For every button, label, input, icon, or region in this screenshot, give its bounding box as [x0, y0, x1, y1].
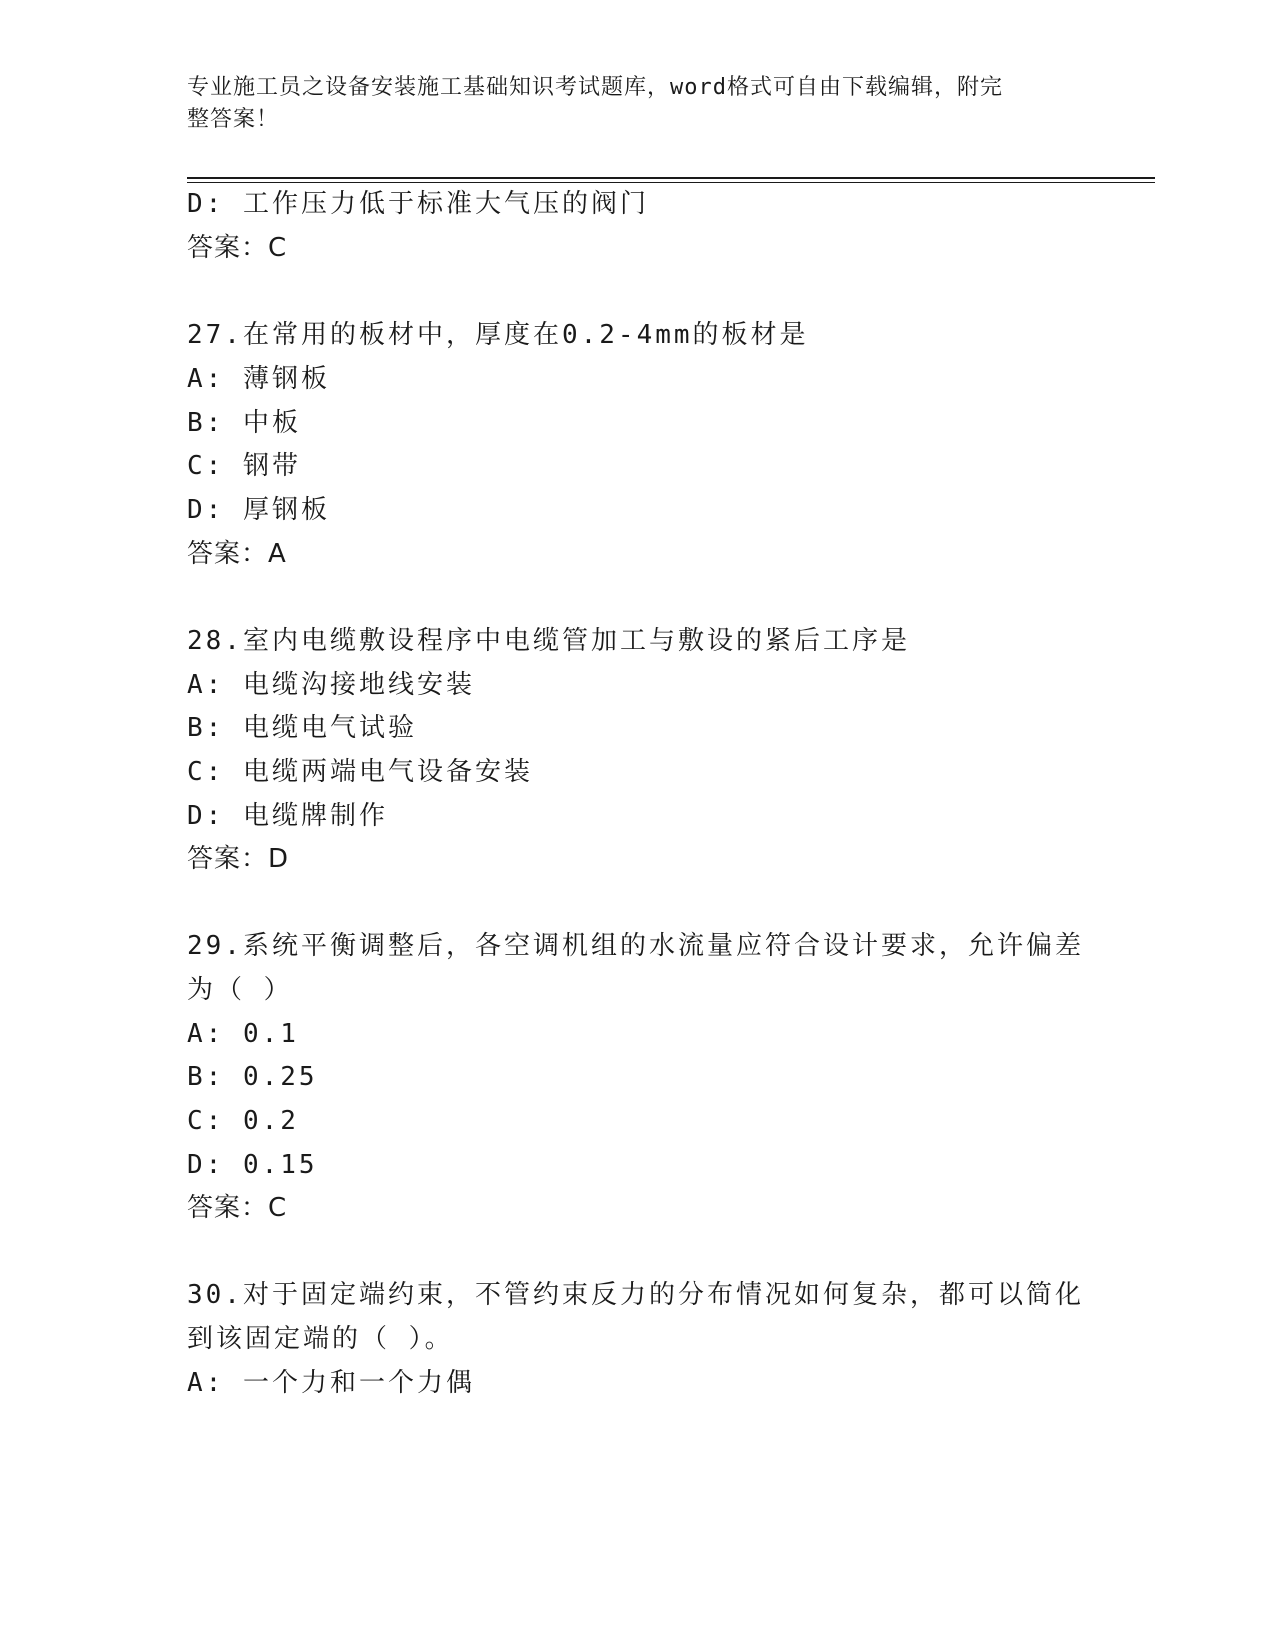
question-27-answer: 答案：A: [187, 539, 287, 569]
question-29-stem-line-1: 29.系统平衡调整后，各空调机组的水流量应符合设计要求，允许偏差: [187, 931, 1084, 961]
question-28-option-a: A: 电缆沟接地线安装: [187, 670, 475, 700]
question-29-option-b: B: 0.25: [187, 1062, 318, 1092]
prev-answer: 答案：C: [187, 233, 288, 263]
question-30-stem-line-2: 到该固定端的（ ）。: [187, 1324, 454, 1354]
prev-option-d: D: 工作压力低于标准大气压的阀门: [187, 189, 649, 219]
question-29-option-d: D: 0.15: [187, 1150, 318, 1180]
question-28-answer: 答案：D: [187, 844, 290, 874]
question-29-stem-line-2: 为（ ）: [187, 975, 293, 1005]
document-header: [187, 72, 1067, 136]
question-28-option-d: D: 电缆牌制作: [187, 801, 388, 831]
question-30-option-a: A: 一个力和一个力偶: [187, 1368, 475, 1398]
question-28-stem: 28.室内电缆敷设程序中电缆管加工与敷设的紧后工序是: [187, 626, 910, 656]
question-27-stem: 27.在常用的板材中，厚度在0.2-4mm的板材是: [187, 320, 809, 350]
question-28-option-c: C: 电缆两端电气设备安装: [187, 757, 533, 787]
question-29-option-c: C: 0.2: [187, 1106, 299, 1136]
question-28-option-b: B: 电缆电气试验: [187, 713, 417, 743]
header-line-2: 整答案！: [187, 107, 280, 132]
header-line-1: 专业施工员之设备安装施工基础知识考试题库，word格式可自由下载编辑，附完: [187, 75, 1003, 100]
question-27-option-a: A: 薄钢板: [187, 364, 330, 394]
question-29-answer: 答案：C: [187, 1193, 288, 1223]
header-divider-thick: [187, 177, 1155, 179]
question-27-option-b: B: 中板: [187, 408, 301, 438]
question-29-option-a: A: 0.1: [187, 1019, 299, 1049]
question-27-option-d: D: 厚钢板: [187, 495, 330, 525]
question-30-stem-line-1: 30.对于固定端约束，不管约束反力的分布情况如何复杂，都可以简化: [187, 1280, 1084, 1310]
question-27-option-c: C: 钢带: [187, 451, 301, 481]
header-divider-thin: [187, 182, 1155, 183]
